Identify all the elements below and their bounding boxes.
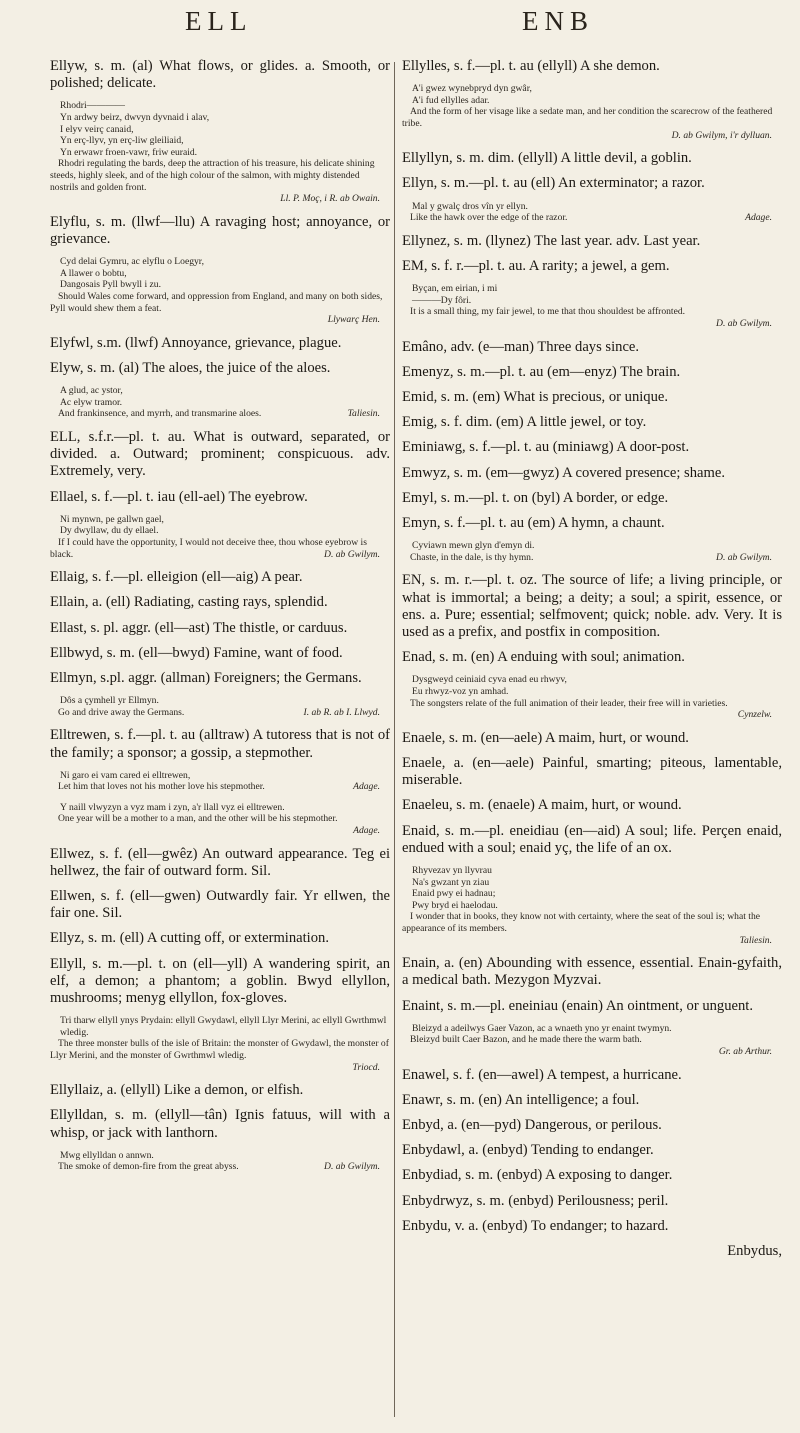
citation-source: D. ab Gwilym. bbox=[716, 317, 772, 329]
welsh-verse-line: Mal y gwalç dros vîn yr ellyn. bbox=[412, 200, 528, 212]
citation-source: I. ab R. ab I. Llwyd. bbox=[303, 706, 380, 718]
welsh-verse-line: Yn erwawr froen-vawr, friw euraid. bbox=[60, 146, 198, 158]
citation-block bbox=[50, 695, 390, 718]
dictionary-entry: Ellwen, s. f. (ell—gwen) Outwardly fair. Yr ellwen, the fair one. Sil. bbox=[50, 888, 390, 922]
dictionary-entry: Eminiawg, s. f.—pl. t. au (miniawg) A door-post. bbox=[402, 439, 690, 456]
dictionary-entry: Ellyn, s. m.—pl. t. au (ell) An exterminator; a razor. bbox=[402, 175, 705, 192]
welsh-verse-line: Yn erç-llyv, yn erç-liw gleiliaid, bbox=[60, 135, 184, 147]
welsh-verse-line: A'i gwez wynebpryd dyn gwâr, bbox=[412, 83, 532, 95]
citation-source: Llywarç Hen. bbox=[327, 314, 380, 326]
citation-source: D. ab Gwilym, i'r dylluan. bbox=[671, 129, 772, 141]
citation-source: Adage. bbox=[353, 781, 380, 793]
welsh-verse-line: Eu rhwyz-voz yn amhad. bbox=[412, 685, 509, 697]
welsh-verse-line: Mwg ellylldan o annwn. bbox=[60, 1149, 154, 1161]
dictionary-entry: Elyfwl, s.m. (llwf) Annoyance, grievance, plague. bbox=[50, 334, 342, 351]
citation-source: Gr. ab Arthur. bbox=[718, 1045, 772, 1057]
dictionary-entry: Ellyllaiz, a. (ellyll) Like a demon, or elfish. bbox=[50, 1082, 304, 1099]
citation-source: D. ab Gwilym. bbox=[716, 551, 772, 563]
running-head-left: ELL bbox=[185, 6, 253, 36]
citation-source: Taliesin. bbox=[347, 408, 380, 420]
dictionary-entry: Enbydawl, a. (enbyd) Tending to endanger. bbox=[402, 1142, 654, 1159]
welsh-verse-line: I elyv veirç canaid, bbox=[60, 123, 134, 135]
dictionary-entry: Ellyz, s. m. (ell) A cutting off, or extermination. bbox=[50, 930, 329, 947]
dictionary-entry: Ellain, a. (ell) Radiating, casting rays, splendid. bbox=[50, 594, 328, 611]
welsh-verse-line: Cyviawn mewn glyn d'emyn di. bbox=[412, 540, 535, 552]
citation-block bbox=[402, 865, 782, 946]
english-translation: It is a small thing, my fair jewel, to me that thou shouldest be affronted. bbox=[410, 306, 686, 318]
welsh-verse-line: Ni garo ei vam cared ei elltrewen, bbox=[60, 769, 191, 781]
english-translation: Let him that loves not his mother love his stepmother. Adage. bbox=[50, 781, 390, 793]
citation-block bbox=[50, 256, 390, 326]
dictionary-entry: Enbydiad, s. m. (enbyd) A exposing to danger. bbox=[402, 1167, 673, 1184]
english-translation: The smoke of demon-fire from the great abyss. D. ab Gwilym. bbox=[50, 1161, 390, 1173]
dictionary-entry: Emenyz, s. m.—pl. t. au (em—enyz) The brain. bbox=[402, 363, 681, 380]
dictionary-entry: Emig, s. f. dim. (em) A little jewel, or toy. bbox=[402, 414, 647, 431]
welsh-verse-line: Ac elyw tramor. bbox=[60, 396, 123, 408]
citation-block bbox=[402, 283, 782, 329]
english-translation: Go and drive away the Germans. I. ab R. ab I. Llwyd. bbox=[50, 707, 390, 719]
running-head-right: ENB bbox=[522, 6, 594, 36]
dictionary-entry: Emyl, s. m.—pl. t. on (byl) A border, or edge. bbox=[402, 489, 669, 506]
citation-block bbox=[50, 1015, 390, 1073]
citation-source: Triocd. bbox=[352, 1061, 380, 1073]
catchword: Enbydus, bbox=[727, 1242, 782, 1259]
dictionary-entry: Enaele, s. m. (en—aele) A maim, hurt, or wound. bbox=[402, 729, 689, 746]
english-translation: One year will be a mother to a man, and the other will be his stepmother. bbox=[58, 813, 338, 825]
dictionary-entry: Enad, s. m. (en) A enduing with soul; animation. bbox=[402, 649, 685, 666]
english-translation: Rhodri regulating the bards, deep the attraction of his treasure, his delicate shining steeds, highly sleek, and of the high colour of the salmon, with mighty distended nostrils and golden front. bbox=[50, 158, 375, 193]
citation-block bbox=[50, 385, 390, 420]
left-column bbox=[50, 58, 390, 1182]
citation-source: Taliesin. bbox=[739, 934, 772, 946]
welsh-verse-line: Pwy bryd ei haelodau. bbox=[412, 899, 498, 911]
english-translation: And frankinsence, and myrrh, and transmarine aloes. Taliesin. bbox=[50, 408, 390, 420]
dictionary-entry: Enaint, s. m.—pl. eneiniau (enain) An ointment, or unguent. bbox=[402, 997, 753, 1014]
citation-block bbox=[50, 802, 390, 837]
dictionary-entry: Enaele, a. (en—aele) Painful, smarting; piteous, lamentable, miserable. bbox=[402, 754, 782, 789]
welsh-verse-line: A'i fud ellylles adar. bbox=[412, 94, 490, 106]
citation-block bbox=[50, 514, 390, 560]
welsh-verse-line: Dangosais Pyll bwyll i zu. bbox=[60, 279, 161, 291]
dictionary-entry: Enawel, s. f. (en—awel) A tempest, a hurricane. bbox=[402, 1066, 682, 1083]
welsh-verse-line: Ni mynwn, pe gallwn gael, bbox=[60, 513, 164, 525]
citation-block bbox=[50, 100, 390, 204]
dictionary-entry: Emâno, adv. (e—man) Three days since. bbox=[402, 338, 640, 355]
english-translation: Chaste, in the dale, is thy hymn. D. ab Gwilym. bbox=[402, 552, 782, 564]
citation-source: Cynzelw. bbox=[737, 709, 772, 721]
citation-source: D. ab Gwilym. bbox=[324, 1161, 380, 1173]
citation-source: Adage. bbox=[745, 212, 772, 224]
dictionary-entry: Ellmyn, s.pl. aggr. (allman) Foreigners; the Germans. bbox=[50, 669, 362, 686]
dictionary-entry: Ellael, s. f.—pl. t. iau (ell-ael) The eyebrow. bbox=[50, 488, 308, 505]
welsh-verse-line: Dôs a çymhell yr Ellmyn. bbox=[60, 695, 159, 707]
dictionary-entry: Ellaig, s. f.—pl. elleigion (ell—aig) A pear. bbox=[50, 569, 303, 586]
dictionary-entry: Emyn, s. f.—pl. t. au (em) A hymn, a chaunt. bbox=[402, 514, 665, 531]
citation-block bbox=[402, 83, 782, 141]
welsh-verse-line: Dy dwyllaw, du dy ellael. bbox=[60, 525, 159, 537]
welsh-verse-line: Cyd delai Gymru, ac elyflu o Loegyr, bbox=[60, 256, 205, 268]
dictionary-entry: Ellynez, s. m. (llynez) The last year. adv. Last year. bbox=[402, 232, 701, 249]
dictionary-entry: Ellwez, s. f. (ell—gwêz) An outward appearance. Teg ei hellwez, the fair of outward form. Sil. bbox=[50, 845, 390, 879]
dictionary-entry: Emwyz, s. m. (em—gwyz) A covered presence; shame. bbox=[402, 464, 725, 481]
dictionary-entry: Enbydu, v. a. (enbyd) To endanger; to hazard. bbox=[402, 1217, 669, 1234]
english-translation: The songsters relate of the full animation of their leader, their free will in varieties. bbox=[410, 697, 728, 709]
dictionary-entry: Elltrewen, s. f.—pl. t. au (alltraw) A tutoress that is not of the family; a sponsor; a gossip, a stepmother. bbox=[50, 727, 390, 761]
citation-block bbox=[402, 1023, 782, 1058]
welsh-verse-line: Y naill vlwyzyn a vyz mam i zyn, a'r llall vyz ei elltrewen. bbox=[60, 801, 285, 813]
dictionary-entry: Enbydrwyz, s. m. (enbyd) Perilousness; peril. bbox=[402, 1192, 669, 1209]
welsh-verse-line: A glud, ac ystor, bbox=[60, 385, 123, 397]
welsh-verse-line: Bleizyd a adeilwys Gaer Vazon, ac a wnaeth yno yr enaint twymyn. bbox=[412, 1022, 672, 1034]
dictionary-entry: Elyw, s. m. (al) The aloes, the juice of the aloes. bbox=[50, 359, 331, 376]
dictionary-entry: EN, s. m. r.—pl. t. oz. The source of life; a living principle, or what is immortal; a being; a deity; a soul; a spirit, essence, or ens. a. Pure; essential; selfmovent; quick; noble. adv. Very. It is used as a prefix, and postfix in composition. bbox=[402, 572, 782, 640]
welsh-verse-line: Na's gwzant yn ziau bbox=[412, 876, 490, 888]
right-column bbox=[402, 58, 782, 1268]
dictionary-entry: Enain, a. (en) Abounding with essence, essential. Enain-gyfaith, a medical bath. Mezygon Myzvai. bbox=[402, 955, 782, 989]
welsh-verse-line: ———Dy fôri. bbox=[412, 294, 472, 306]
dictionary-entry: Enawr, s. m. (en) An intelligence; a foul. bbox=[402, 1091, 640, 1108]
citation-block bbox=[402, 201, 782, 224]
english-translation: Should Wales come forward, and oppression from England, and many on both sides, Pyll would shew them a feat. bbox=[50, 290, 383, 314]
english-translation: The three monster bulls of the isle of Britain: the monster of Gwydawl, the monster of Llyr Merini, and the monster of Gwrthmwl wledig. bbox=[50, 1038, 389, 1062]
dictionary-entry: ELL, s.f.r.—pl. t. au. What is outward, separated, or divided. a. Outward; prominent; conspicuous. adv. Extremely, very. bbox=[50, 428, 390, 480]
welsh-verse-line: Yn ardwy beirz, dwvyn dyvnaid i alav, bbox=[60, 112, 210, 123]
english-translation: Bleizyd built Caer Bazon, and he made there the warm bath. bbox=[410, 1034, 642, 1046]
dictionary-entry: Ellyllyn, s. m. dim. (ellyll) A little devil, a goblin. bbox=[402, 150, 692, 167]
english-translation: If I could have the opportunity, I would not deceive thee, thou whose eyebrow is black. D. ab Gwilym. bbox=[50, 537, 390, 560]
citation-source: Ll. P. Moç, i R. ab Owain. bbox=[280, 193, 380, 205]
citation-source: D. ab Gwilym. bbox=[324, 548, 380, 560]
dictionary-entry: Enaeleu, s. m. (enaele) A maim, hurt, or wound. bbox=[402, 797, 682, 814]
welsh-verse-line: Rhyvezav yn llyvrau bbox=[412, 864, 492, 876]
dictionary-entry: Ellylles, s. f.—pl. t. au (ellyll) A she demon. bbox=[402, 58, 660, 74]
dictionary-entry: Emid, s. m. (em) What is precious, or unique. bbox=[402, 388, 669, 405]
welsh-verse-line: Tri tharw ellyll ynys Prydain: ellyll Gwydawl, ellyll Llyr Merini, ac ellyll Gwrthmwl wledig. bbox=[60, 1015, 387, 1038]
english-translation: I wonder that in books, they know not with certainty, where the seat of the soul is; what the appearance of its members. bbox=[402, 911, 761, 934]
citation-block bbox=[402, 674, 782, 720]
welsh-verse-line: A llawer o bobtu, bbox=[60, 267, 127, 279]
dictionary-entry: Ellbwyd, s. m. (ell—bwyd) Famine, want of food. bbox=[50, 644, 343, 661]
english-translation: Like the hawk over the edge of the razor. Adage. bbox=[402, 212, 782, 224]
dictionary-entry: EM, s. f. r.—pl. t. au. A rarity; a jewel, a gem. bbox=[402, 257, 670, 274]
citation-source: Adage. bbox=[353, 825, 380, 837]
citation-block bbox=[402, 540, 782, 563]
dictionary-entry: Enbyd, a. (en—pyd) Dangerous, or perilous. bbox=[402, 1116, 662, 1133]
welsh-verse-line: Enaid pwy ei hadnau; bbox=[412, 888, 496, 900]
dictionary-entry: Ellyll, s. m.—pl. t. on (ell—yll) A wandering spirit, an elf, a demon; a phantom; a goblin. Bwyd ellyllon, mushrooms; menyg ellyllon, fox-gloves. bbox=[50, 955, 390, 1007]
welsh-verse-line: Dysgweyd ceiniaid cyva enad eu rhwyv, bbox=[412, 674, 567, 686]
dictionary-entry: Ellylldan, s. m. (ellyll—tân) Ignis fatuus, will with a whisp, or jack with lanthorn. bbox=[50, 1107, 390, 1141]
english-translation: And the form of her visage like a sedate man, and her condition the scarecrow of the feathered tribe. bbox=[402, 106, 773, 129]
welsh-verse-line: Rhodri———— bbox=[60, 100, 126, 112]
dictionary-entry: Ellyw, s. m. (al) What flows, or glides. a. Smooth, or polished; delicate. bbox=[50, 58, 390, 92]
citation-block bbox=[50, 770, 390, 793]
dictionary-entry: Elyflu, s. m. (llwf—llu) A ravaging host; annoyance, or grievance. bbox=[50, 213, 390, 247]
dictionary-entry: Enaid, s. m.—pl. eneidiau (en—aid) A soul; life. Perçen enaid, endued with a soul; enaid yç, the life of an ox. bbox=[402, 822, 782, 856]
citation-block bbox=[50, 1150, 390, 1173]
column-divider bbox=[394, 62, 395, 1417]
dictionary-entry: Ellast, s. pl. aggr. (ell—ast) The thistle, or carduus. bbox=[50, 619, 348, 636]
welsh-verse-line: Byçan, em eirian, i mi bbox=[412, 283, 498, 295]
